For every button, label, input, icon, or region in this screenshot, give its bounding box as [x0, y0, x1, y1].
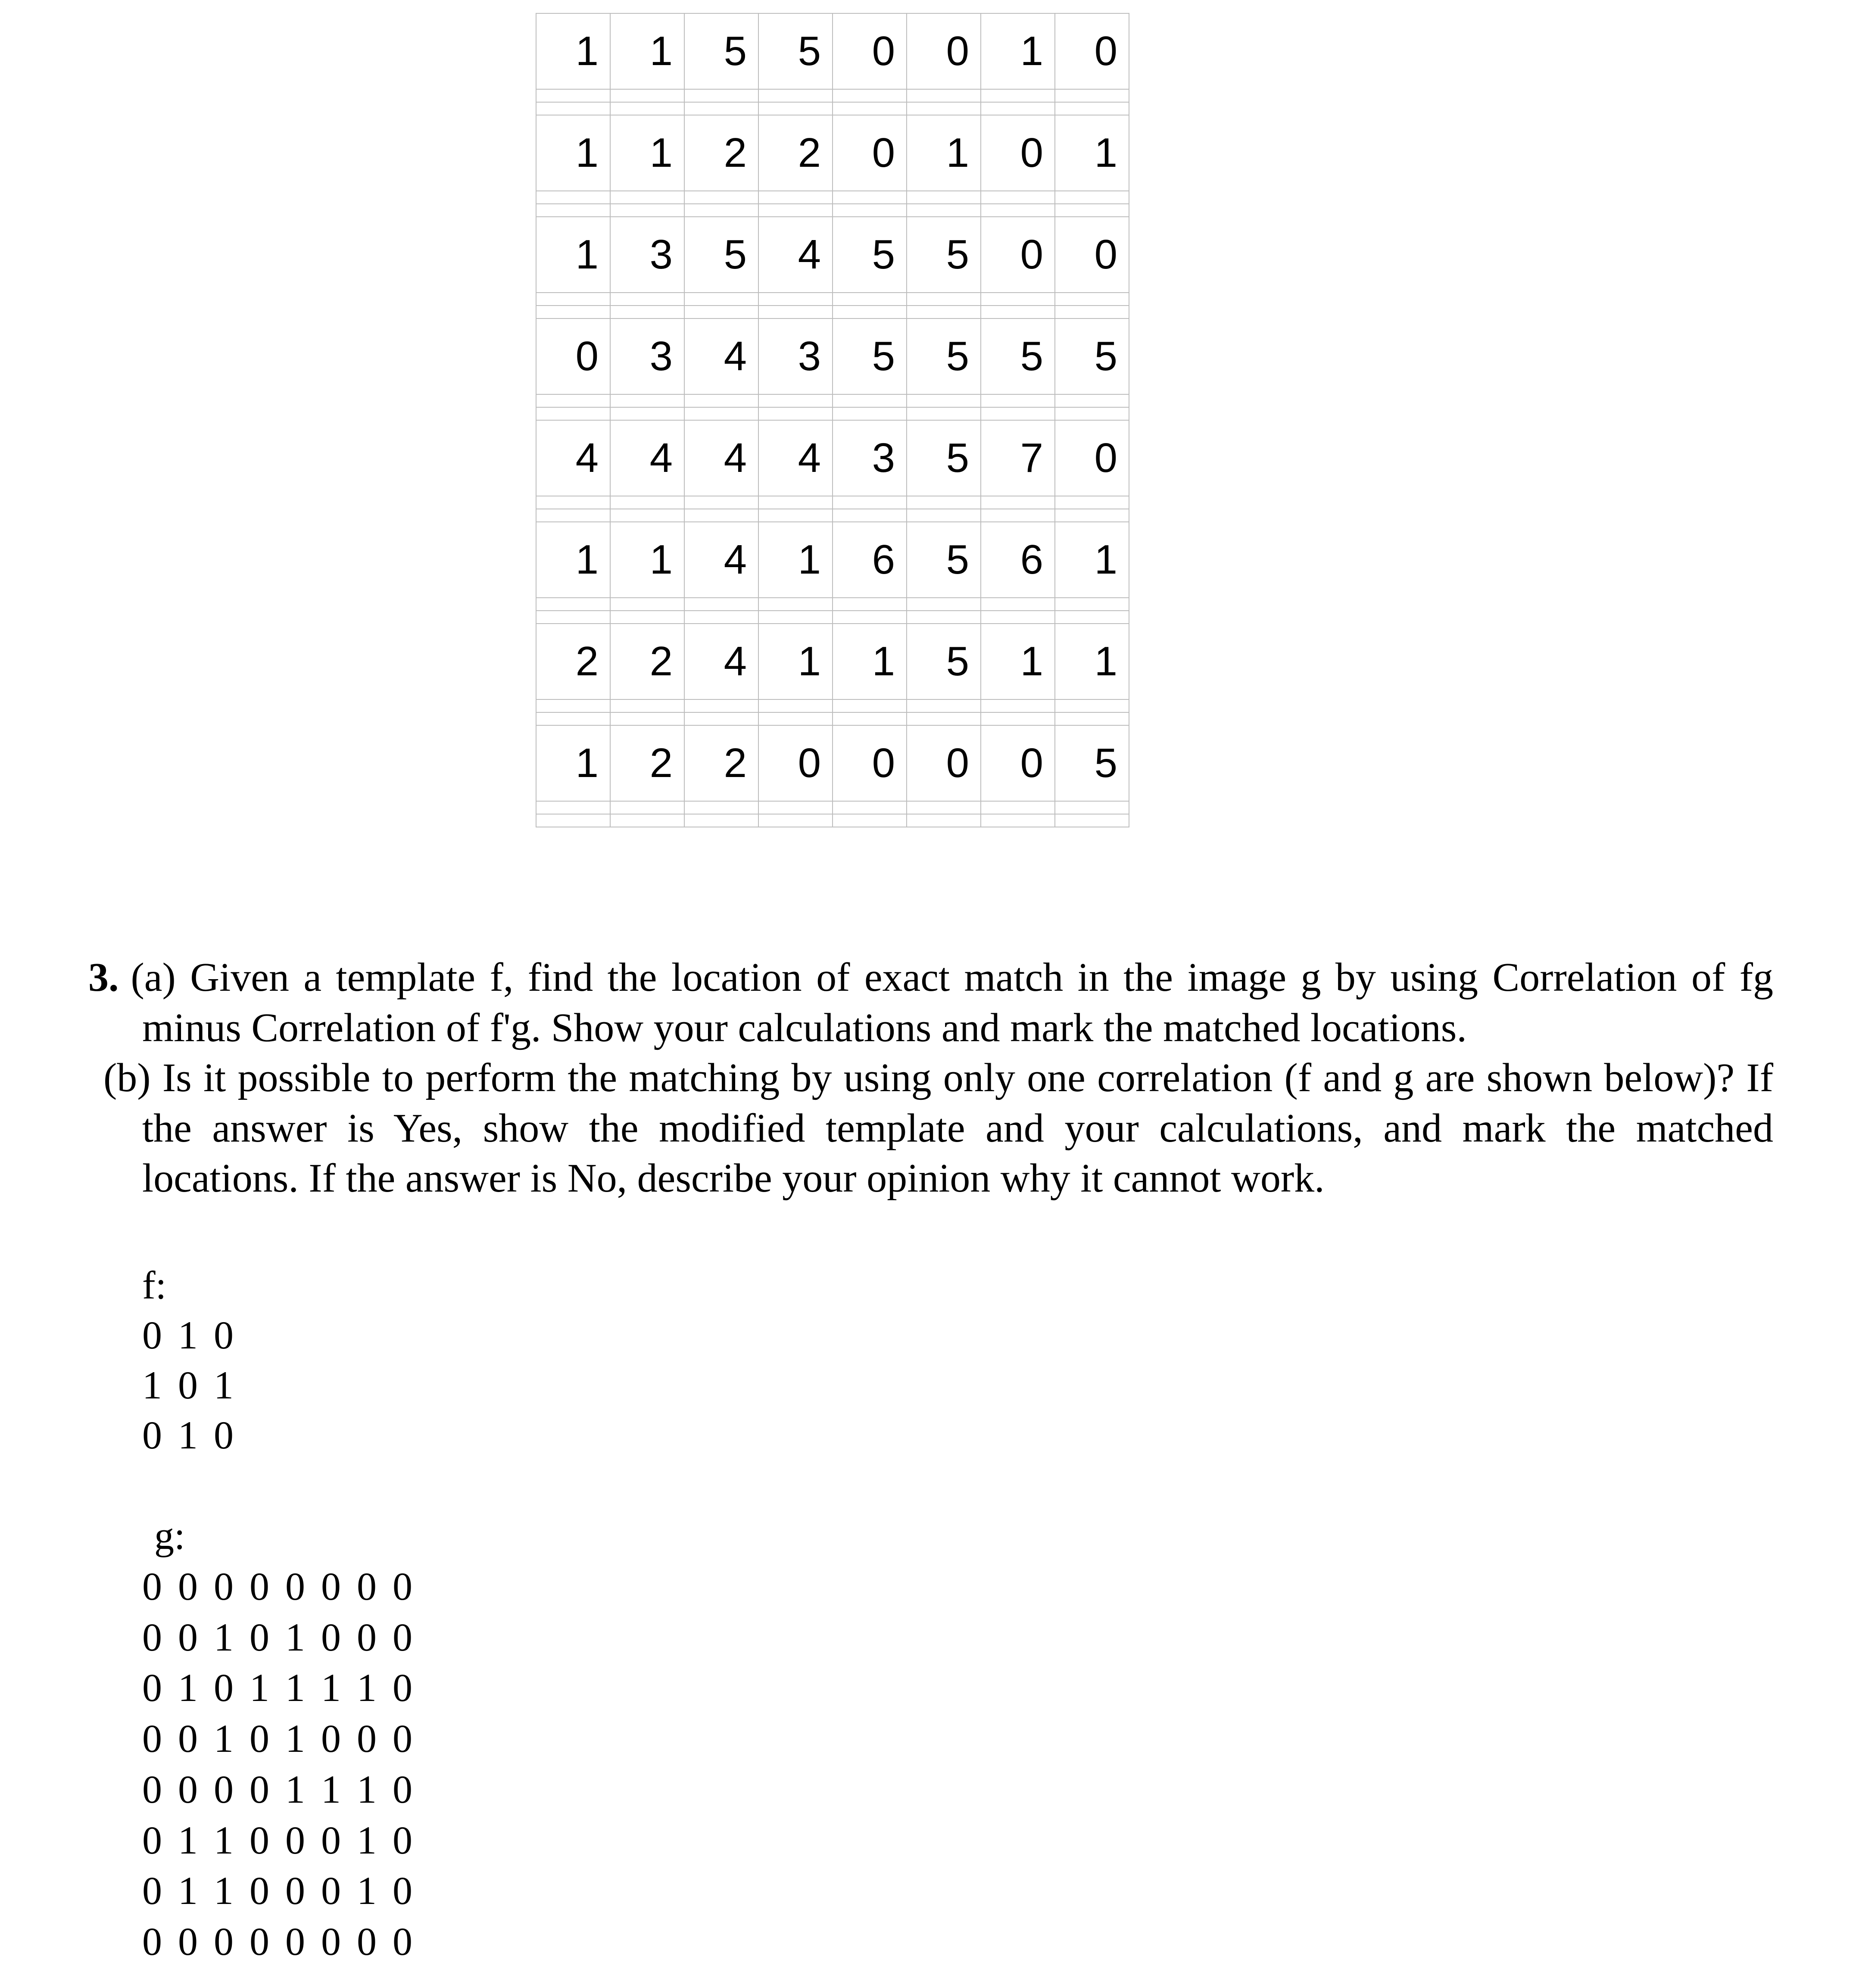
grid-spacer-cell [685, 700, 759, 713]
f-matrix-row: 0 1 0 [142, 1313, 234, 1357]
grid-spacer-cell [833, 293, 907, 306]
grid-row [536, 421, 1129, 496]
grid-spacer-cell [685, 103, 759, 115]
grid-spacer-cell [685, 496, 759, 509]
grid-cell: 5 [907, 319, 981, 395]
grid-spacer-cell [907, 293, 981, 306]
grid-spacer-cell [833, 496, 907, 509]
g-label: g: [154, 1514, 185, 1557]
grid-spacer-cell [907, 598, 981, 611]
grid-spacer-row [536, 815, 1129, 827]
grid-cell: 5 [907, 522, 981, 598]
grid-cell: 1 [759, 522, 833, 598]
grid-spacer-cell [907, 496, 981, 509]
g-matrix-row: 0 0 1 0 1 0 0 0 [142, 1615, 412, 1659]
grid-spacer-cell [833, 598, 907, 611]
g-matrix-row: 0 1 0 1 1 1 1 0 [142, 1666, 412, 1710]
grid-spacer-cell [759, 306, 833, 319]
grid-spacer-row [536, 103, 1129, 115]
grid-cell: 0 [1055, 217, 1129, 293]
grid-spacer-cell [685, 395, 759, 408]
grid-spacer-cell [907, 815, 981, 827]
grid-spacer-cell [1055, 395, 1129, 408]
grid-spacer-cell [833, 408, 907, 421]
grid-spacer-cell [759, 509, 833, 522]
grid-cell: 2 [685, 726, 759, 802]
grid-spacer-cell [981, 103, 1055, 115]
grid-spacer-cell [1055, 103, 1129, 115]
problem-part-b [88, 1053, 1773, 1204]
grid-spacer-cell [981, 598, 1055, 611]
grid-spacer-cell [833, 611, 907, 624]
grid-spacer-cell [685, 90, 759, 103]
grid-spacer-cell [833, 700, 907, 713]
g-matrix-row: 0 0 0 0 1 1 1 0 [142, 1767, 412, 1811]
f-label: f: [142, 1263, 167, 1307]
grid-spacer-cell [611, 611, 685, 624]
grid-spacer-row [536, 509, 1129, 522]
grid-spacer-cell [685, 509, 759, 522]
grid-cell: 5 [981, 319, 1055, 395]
grid-spacer-row [536, 90, 1129, 103]
grid-spacer-cell [536, 293, 611, 306]
grid-cell: 1 [833, 624, 907, 700]
grid-spacer-cell [981, 90, 1055, 103]
grid-spacer-cell [611, 700, 685, 713]
grid-spacer-cell [611, 815, 685, 827]
grid-row [536, 624, 1129, 700]
grid-cell: 5 [907, 421, 981, 496]
grid-cell: 4 [536, 421, 611, 496]
problem-part-b-text: (b) Is it possible to perform the matching by using only one correlation (f and g are shown below)? If the answer is Yes, show the modified template and your calculations, and mark the matched locations. If the answer is No, describe your opinion why it cannot work. [103, 1055, 1773, 1201]
grid-spacer-cell [1055, 191, 1129, 204]
grid-cell: 5 [1055, 319, 1129, 395]
grid-cell: 1 [1055, 115, 1129, 191]
template-f-matrix [142, 1261, 234, 1461]
grid-spacer-cell [981, 496, 1055, 509]
g-matrix-row: 0 0 0 0 0 0 0 0 [142, 1919, 412, 1963]
grid-cell: 1 [611, 115, 685, 191]
grid-spacer-cell [536, 496, 611, 509]
grid-spacer-cell [759, 204, 833, 217]
grid-spacer-cell [907, 306, 981, 319]
g-matrix-row: 0 0 1 0 1 0 0 0 [142, 1716, 412, 1760]
grid-spacer-cell [759, 496, 833, 509]
grid-row [536, 217, 1129, 293]
grid-spacer-cell [536, 802, 611, 815]
grid-cell: 1 [536, 726, 611, 802]
grid-spacer-cell [907, 191, 981, 204]
grid-cell: 5 [759, 14, 833, 90]
grid-spacer-cell [907, 802, 981, 815]
grid-spacer-cell [1055, 713, 1129, 726]
grid-spacer-cell [536, 395, 611, 408]
grid-spacer-cell [981, 293, 1055, 306]
grid-spacer-cell [1055, 204, 1129, 217]
grid-cell: 1 [536, 115, 611, 191]
grid-spacer-cell [907, 90, 981, 103]
grid-cell: 1 [611, 14, 685, 90]
grid-spacer-cell [685, 408, 759, 421]
grid-spacer-cell [1055, 700, 1129, 713]
grid-spacer-cell [611, 509, 685, 522]
grid-spacer-cell [833, 713, 907, 726]
grid-cell: 0 [759, 726, 833, 802]
grid-spacer-cell [759, 395, 833, 408]
grid-spacer-row [536, 713, 1129, 726]
grid-cell: 4 [759, 421, 833, 496]
grid-spacer-cell [907, 509, 981, 522]
grid-cell: 5 [685, 14, 759, 90]
grid-spacer-cell [685, 713, 759, 726]
grid-cell: 0 [833, 14, 907, 90]
grid-cell: 6 [833, 522, 907, 598]
grid-spacer-cell [685, 802, 759, 815]
grid-spacer-cell [536, 103, 611, 115]
f-matrix-row: 0 1 0 [142, 1413, 234, 1457]
grid-spacer-cell [981, 815, 1055, 827]
grid-spacer-cell [833, 815, 907, 827]
grid-cell: 1 [981, 14, 1055, 90]
grid-spacer-cell [759, 802, 833, 815]
grid-spacer-cell [536, 713, 611, 726]
grid-cell: 0 [1055, 14, 1129, 90]
grid-spacer-row [536, 598, 1129, 611]
grid-spacer-cell [833, 395, 907, 408]
problem-part-a [88, 952, 1773, 1053]
grid-spacer-cell [1055, 815, 1129, 827]
grid-spacer-cell [907, 395, 981, 408]
grid-spacer-cell [759, 598, 833, 611]
problem-text [88, 952, 1773, 1204]
grid-spacer-cell [759, 90, 833, 103]
grid-spacer-cell [685, 598, 759, 611]
grid-cell: 1 [536, 522, 611, 598]
grid-cell: 1 [536, 14, 611, 90]
problem-number: 3. [88, 955, 119, 1000]
grid-spacer-row [536, 700, 1129, 713]
problem-part-a-text: (a) Given a template f, find the location of exact match in the image g by using Correlation of fg minus Correlation of f'g. Show your calculations and mark the matched locations. [131, 955, 1773, 1050]
grid-cell: 2 [685, 115, 759, 191]
grid-spacer-cell [981, 611, 1055, 624]
grid-spacer-cell [759, 408, 833, 421]
grid-spacer-cell [1055, 598, 1129, 611]
grid-spacer-cell [611, 408, 685, 421]
grid-cell: 0 [833, 726, 907, 802]
grid-spacer-cell [1055, 509, 1129, 522]
grid-spacer-cell [536, 598, 611, 611]
grid-cell: 4 [685, 522, 759, 598]
grid-spacer-cell [611, 293, 685, 306]
grid-spacer-cell [685, 611, 759, 624]
grid-spacer-cell [981, 509, 1055, 522]
grid-cell: 4 [685, 421, 759, 496]
grid-spacer-cell [833, 191, 907, 204]
grid-cell: 3 [611, 319, 685, 395]
grid-spacer-cell [907, 611, 981, 624]
grid-spacer-row [536, 204, 1129, 217]
grid-spacer-row [536, 293, 1129, 306]
grid-spacer-cell [536, 306, 611, 319]
grid-spacer-cell [833, 103, 907, 115]
grid-spacer-cell [611, 713, 685, 726]
grid-spacer-row [536, 802, 1129, 815]
grid-spacer-cell [611, 802, 685, 815]
grid-spacer-cell [1055, 802, 1129, 815]
grid-cell: 5 [833, 319, 907, 395]
grid-row [536, 319, 1129, 395]
grid-spacer-cell [981, 713, 1055, 726]
grid-cell: 0 [907, 14, 981, 90]
grid-cell: 0 [1055, 421, 1129, 496]
grid-cell: 3 [611, 217, 685, 293]
grid-cell: 4 [611, 421, 685, 496]
grid-cell: 5 [907, 624, 981, 700]
grid-spacer-row [536, 306, 1129, 319]
grid-cell: 2 [611, 726, 685, 802]
grid-spacer-row [536, 395, 1129, 408]
grid-spacer-cell [981, 204, 1055, 217]
grid-spacer-cell [981, 191, 1055, 204]
grid-spacer-cell [907, 408, 981, 421]
grid-spacer-cell [611, 598, 685, 611]
grid-cell: 1 [1055, 624, 1129, 700]
grid-spacer-cell [759, 815, 833, 827]
grid-spacer-cell [536, 815, 611, 827]
grid-spacer-cell [611, 496, 685, 509]
grid-spacer-cell [833, 306, 907, 319]
grid-spacer-cell [981, 306, 1055, 319]
grid-cell: 1 [981, 624, 1055, 700]
grid-spacer-cell [907, 700, 981, 713]
grid-cell: 1 [907, 115, 981, 191]
grid-spacer-cell [759, 611, 833, 624]
grid-spacer-cell [907, 103, 981, 115]
grid-spacer-cell [611, 395, 685, 408]
grid-spacer-cell [759, 103, 833, 115]
grid-spacer-cell [536, 700, 611, 713]
grid-cell: 2 [536, 624, 611, 700]
grid-spacer-row [536, 611, 1129, 624]
g-matrix-row: 0 0 0 0 0 0 0 0 [142, 1564, 412, 1608]
grid-cell: 5 [685, 217, 759, 293]
grid-spacer-cell [907, 713, 981, 726]
f-matrix-row: 1 0 1 [142, 1363, 234, 1407]
grid-spacer-cell [833, 802, 907, 815]
grid-spacer-cell [536, 509, 611, 522]
grid-cell: 0 [907, 726, 981, 802]
grid-cell: 4 [759, 217, 833, 293]
grid-cell: 1 [1055, 522, 1129, 598]
grid-spacer-cell [981, 700, 1055, 713]
grid-cell: 4 [685, 624, 759, 700]
grid-spacer-cell [685, 204, 759, 217]
grid-cell: 2 [759, 115, 833, 191]
grid-spacer-cell [685, 191, 759, 204]
grid-cell: 4 [685, 319, 759, 395]
grid-cell: 5 [907, 217, 981, 293]
grid-spacer-cell [1055, 293, 1129, 306]
g-matrix-row: 0 1 1 0 0 0 1 0 [142, 1869, 412, 1913]
grid-cell: 0 [981, 726, 1055, 802]
grid-cell: 1 [759, 624, 833, 700]
grid-cell: 1 [536, 217, 611, 293]
grid-spacer-cell [833, 90, 907, 103]
grid-row [536, 726, 1129, 802]
grid-spacer-cell [536, 191, 611, 204]
grid-spacer-cell [611, 191, 685, 204]
grid-cell: 6 [981, 522, 1055, 598]
grid-spacer-cell [981, 408, 1055, 421]
grid-cell: 0 [981, 217, 1055, 293]
grid-spacer-row [536, 408, 1129, 421]
grid-cell: 3 [833, 421, 907, 496]
grid-cell: 3 [759, 319, 833, 395]
grid-cell: 0 [536, 319, 611, 395]
grid-spacer-cell [1055, 611, 1129, 624]
grid-row [536, 115, 1129, 191]
grid-cell: 2 [611, 624, 685, 700]
grid-spacer-cell [833, 509, 907, 522]
grid-spacer-cell [833, 204, 907, 217]
grid-spacer-cell [759, 293, 833, 306]
grid-spacer-cell [1055, 496, 1129, 509]
grid-cell: 0 [833, 115, 907, 191]
grid-spacer-cell [759, 191, 833, 204]
grid-spacer-cell [685, 293, 759, 306]
grid-spacer-cell [536, 204, 611, 217]
grid-spacer-cell [611, 90, 685, 103]
image-g-matrix [142, 1511, 412, 1967]
grid-spacer-cell [907, 204, 981, 217]
grid-spacer-cell [1055, 90, 1129, 103]
grid-spacer-row [536, 191, 1129, 204]
number-grid [536, 13, 1129, 827]
grid-row [536, 14, 1129, 90]
grid-cell: 0 [981, 115, 1055, 191]
grid-cell: 1 [611, 522, 685, 598]
grid-spacer-cell [685, 815, 759, 827]
grid-spacer-cell [981, 395, 1055, 408]
grid-cell: 5 [1055, 726, 1129, 802]
grid-spacer-cell [536, 90, 611, 103]
g-matrix-row: 0 1 1 0 0 0 1 0 [142, 1818, 412, 1862]
grid-spacer-cell [611, 306, 685, 319]
grid-spacer-cell [1055, 408, 1129, 421]
grid-spacer-cell [536, 408, 611, 421]
grid-cell: 5 [833, 217, 907, 293]
grid-spacer-cell [611, 204, 685, 217]
grid-spacer-cell [759, 713, 833, 726]
grid-spacer-cell [685, 306, 759, 319]
grid-spacer-cell [1055, 306, 1129, 319]
grid-spacer-cell [981, 802, 1055, 815]
grid-cell: 7 [981, 421, 1055, 496]
grid-spacer-cell [611, 103, 685, 115]
grid-row [536, 522, 1129, 598]
grid-spacer-cell [536, 611, 611, 624]
grid-spacer-cell [759, 700, 833, 713]
grid-spacer-row [536, 496, 1129, 509]
